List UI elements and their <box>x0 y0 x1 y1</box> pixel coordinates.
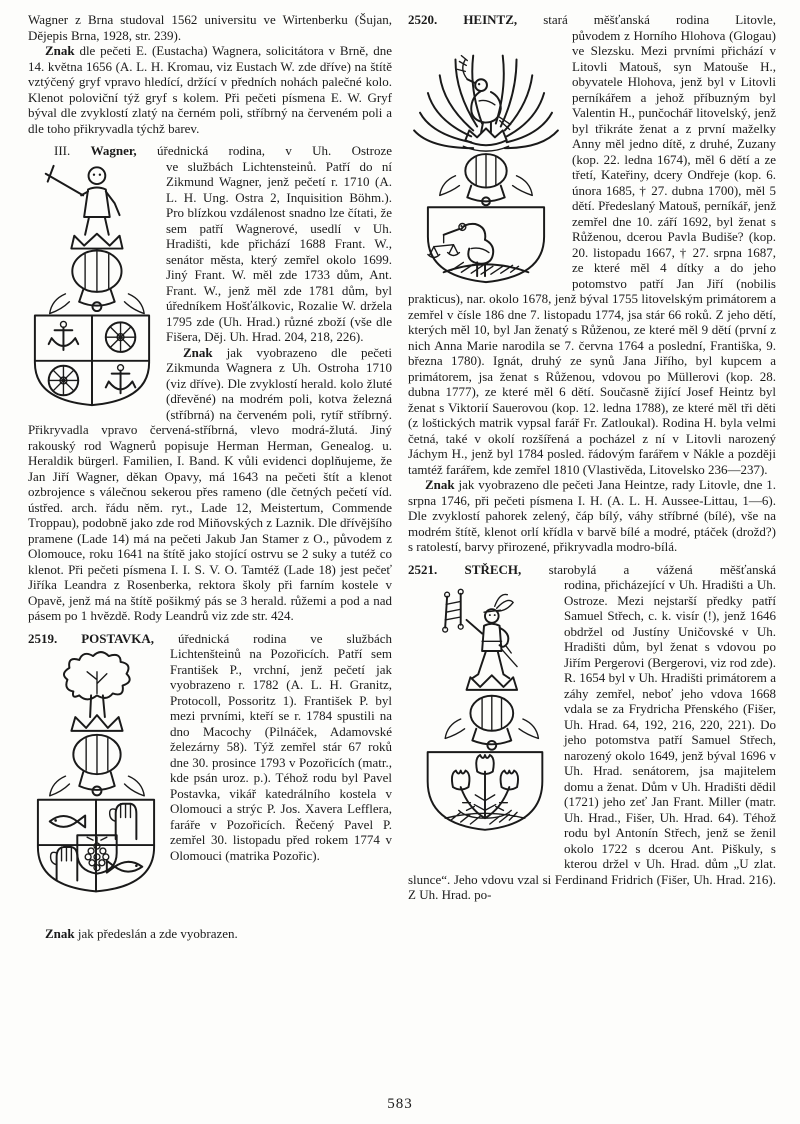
entry-heintz-heading <box>408 12 776 28</box>
entry-heintz-number: 2520. <box>408 12 438 27</box>
postavka-coat-of-arms-illustration <box>32 648 160 924</box>
page-number: 583 <box>387 1095 413 1112</box>
left-column <box>28 12 392 942</box>
entry-strech-body: rodina, přicházející v Uh. Hradišti a Uh. Ostroze. Mezi nejstarší předky patří Samuel Střech, c. k. visír (!), jenž 1646 obdržel od Justíny Uničovské v Uh. Hradišti dům, byl ženat s vdovou po Jiřím Pergerovi (Bergerovi, viz rod zde). R. 1654 byl v Uh. Hradišti primátorem a záhy zemřel, neboť jeho vdova 1668 vdala se za Frydricha Přenského (Fišer, Uh. Hrad. 64, 192, 216, 220, 221). Do jeho potomstva patří Samuel Střech, narozený okolo 1649, jenž býval 1696 v Uh. Hrad. senátorem, jsa majitelem domu a ženat. Dům v Uh. Hradišti dědil (1721) jeho zeť Jan Frant. Miller (matr. Uh. Hrad., Fišer, Uh. Hrad. 64). Téhož rodu byl Antonín Střech, jenž se ženil okolo 1722 s dcerou Ant. Piškuly, s kterou držel v Uh. Hrad. dům „U zlat. slunce“. Jeho vdovu vzal si Ferdinand Fridrich (Fišer, Uh. Hrad. 216). Z Uh. Hrad. po- <box>408 577 776 902</box>
heintz-arms-drawing <box>408 30 564 288</box>
entry-wagner-iii <box>28 143 392 624</box>
entry-wagner-name: Wagner, <box>90 143 137 158</box>
right-column <box>408 12 776 942</box>
entry-postavka-name: POSTAVKA, <box>81 630 155 646</box>
entry-heintz <box>408 12 776 555</box>
entry-strech <box>408 562 776 903</box>
entry-postavka-heading <box>28 631 392 647</box>
entry-strech-heading <box>408 562 776 578</box>
znak-postavka-paragraph <box>28 926 392 942</box>
znak-eustach-paragraph <box>28 43 392 136</box>
strech-coat-of-arms-illustration <box>416 579 554 863</box>
entry-wagner-head-text: úřednická rodina, v Uh. Ostroze <box>156 143 393 158</box>
znak-postavka-text: jak předeslán a zde vyobrazen. <box>74 926 238 941</box>
heintz-coat-of-arms-illustration <box>408 30 564 288</box>
wagner-arms-drawing <box>28 159 156 409</box>
znak-label: Znak <box>45 926 75 941</box>
entry-heintz-name: HEINTZ, <box>463 12 518 27</box>
entry-postavka <box>28 631 392 942</box>
entry-postavka-number: 2519. <box>28 630 58 646</box>
znak-label: Znak <box>425 477 455 492</box>
postavka-arms-drawing <box>32 648 160 924</box>
entry-heintz-body: původem z Horního Hlohova (Glogau) ve Slezsku. Mezi prvními přichází v Litovli Matouš, syn Matouše H., obyvatele Hlohova, jenž byl v Litovli perníkářem a jehož příbuzným byl Valentin H., punčochář litovelský, jenž byl třikráte ženat a z první maželky Anny měl jedno dítě, z druhé, Zuzany (kop. 22. ledna 1674), měl 6 dětí a ze třetí, Kateřiny, dcery Ondřeje (kop. 6. února 1685, † 27. dubna 1700), měl 5 dětí. Předeslaný Matouš, perníkář, jenž zemřel dne 10. září 1692, byl ženat s Růženou, dcerou Pavla Budiše? (kop. 20. listopadu 1667, † 27. srpna 1687, ze které měl 4 dítky a do jeho potomstvo patří Jan Jiří (nobilis prakticus), nar. okolo 1678, jenž býval 1755 litovelským primátorem a zemřel v čísle 186 dne 7. listopadu 1774, jsa stár 66 roků. Z jeho dětí, kterých měl 10, byl Jan ženatý s Růženou, ze které měl 9 dětí (první z nich Anna Marie narodila se 7. června 1764 a poslední, Františka, 9. března 1780). Ignát, druhý ze synů Jana Jiřího, byl kupcem a primátorem, jsa ženat s Růženou, vdovou po Müllerovi (kop. 28. dubna 1777), ze které měl 6 dětí. Současně žijící Josef Heintz byl ženat s Viktorií Sauerovou (kop. 12. ledna 1788), ze které měl tři děti (z loštických matrik vypsal farář Fr. Zatloukal). Rodina H. byla velmi četná, také v okolí rozšířená a pocházel z ní v Litovli narozený Jáchym H., jenž byl 1784 posled. řádovým farářem v Nákle a později tamtéž farářem, kde zemřel 1810 (Vlastivěda, Litovelsko 236—237). <box>408 27 776 477</box>
entry-strech-number: 2521. <box>408 561 438 577</box>
znak-eustach-text: dle pečeti E. (Eustacha) Wagnera, solicitátora v Brně, dne 14. května 1656 (A. L. H. Kromau, viz Eustach W. zde dříve) na štítě vztýčený gryf vpravo hledící, držící v předních nohách palečné kolo. Klenot poloviční týž gryf s kolem. Při pečeti písmena E. W. Gryf býval dle zvyklostí zlatý na černém poli, stříbrný na červeném poli a dle toho přikryvadla týchž barev. <box>28 43 392 136</box>
znak-wagner-text: jak vyobrazeno dle pečeti Zikmunda Wagnera z Uh. Ostroha 1710 (viz dříve). Dle zvyklostí herald. kolo žluté (dřevěné) na modrém poli, kotva železná (stříbrná) na červeném poli, rytíř stříbrný. Přikryvadla vpravo červená-stříbrná, vlevo modrá-žlutá. Jiný rakouský rod Wagnerů popisuje Herman Herman, Genealog. u. Heraldik bürgerl. Familien, I. Band. K vůli evidenci doplňujeme, že Jan Jiří Wagner, děkan Opavy, má 1643 na pečeti štít a klenot ozbrojence s válečnou sekerou přes rameno (dle četných pečetí víd. ústřed. arch. řádu něm. ryt., Lade 12, Meistertum, Commende Troppau), podobně jako zde rod Miňovských z Laznik. Dle dřívějšího pramene (Lade 14) má na pečeti Jakub Jan Stamer z O., původem z Olomouce, roku 1641 na štítě jako stojící ostrvu se 2 suky a tutéž co klenot. Při pečeti písmena I. I. S. V. O. Tamtéž (Lade 18) jest pečeť Jiříka Leandra z Rosenberka, rektora školy při farním kostele v Opavě, jenž má na štítě pošikmý pás se 3 herald. růžemi a pod a nad pásem po 1 hvězdě. Rody Leandrů viz zde str. 424. <box>28 344 392 623</box>
entry-postavka-body: Lichtenšteinů na Pozořicích. Patří sem František P., vrchní, jenž pečetí jak vyobrazeno r. 1782 (A. L. H. Granitz, Protocoll, Possoritz 1). František P. byl mezi prvními, kteří se r. 1784 spustili na dno Macochy (Pilnáček, Adamovské železárny 58). Týž zemřel stár 67 roků dne 30. prosince 1793 v Pozořicích (matr., kde psán uroz. p.). Téhož rodu byl Pavel Postavka, vikář katedrálního kostela v Olomouci a strýc P. Jos. Xavera Lefflera, faráře v Pozořicích. Řečený Pavel P. zemřel 30. listopadu před rokem 1774 v Olomouci (matrika Pozořic). <box>170 646 392 863</box>
strech-arms-drawing <box>416 579 554 863</box>
znak-label: Znak <box>45 43 75 58</box>
entry-heintz-head-text: stará měšťanská rodina Litovle, <box>543 12 777 27</box>
znak-heintz-text: jak vyobrazeno dle pečeti Jana Heintze, rady Litovle, dne 1. srpna 1746, při pečeti písmena I. H. (A. L. H. Aussee-Littau, 1—6). Dle zvyklostí pahorek zelený, čáp bílý, váhy stříbrné (bílé), vše na modrém štítě, klenot orlí křídla v barvě bílé a modré, ptáček (drožd?) s ratolestí, barvy přirozené, přikryvadla modro-bílá. <box>408 477 776 554</box>
entry-wagner-numeral: III. <box>54 143 71 158</box>
entry-strech-head-text: starobylá a vážená měšťanská <box>548 561 777 577</box>
entry-postavka-head-text: úřednická rodina ve službách <box>177 630 392 646</box>
entry-wagner-body: ve službách Lichtensteinů. Patří do ní Zikmund Wagner, jenž pečetí r. 1710 (A. L. H. Ung. Ostra 2, Inquisition Böhm.). Pro blízkou vzdálenost snadno lze čítati, že sem patří Wagnerové, usedlí v Uh. Hradišti, kde přichází 1688 Frant. W., senátor města, který zemřel okolo 1699. Jiný Frant. W. měl zde 1733 dům, Ant. Frant. W., jenž měl zde 1781 dům, byl úředníkem Hošťálkovic, Rozalie W. držela 1795 zde (Uh. Hrad.) různé zboží (vše dle Fišera, Děj. Uh. Hrad. 204, 218, 226). <box>166 158 392 344</box>
entry-wagner-heading <box>28 143 392 159</box>
continuation-paragraph: Wagner z Brna studoval 1562 universitu ve Wirtenberku (Šujan, Dějepis Brna, 1928, str. 239). <box>28 12 392 43</box>
wagner-coat-of-arms-illustration <box>28 159 156 409</box>
znak-heintz-paragraph <box>408 477 776 555</box>
entry-strech-name: STŘECH, <box>464 561 522 577</box>
znak-label: Znak <box>183 344 213 360</box>
